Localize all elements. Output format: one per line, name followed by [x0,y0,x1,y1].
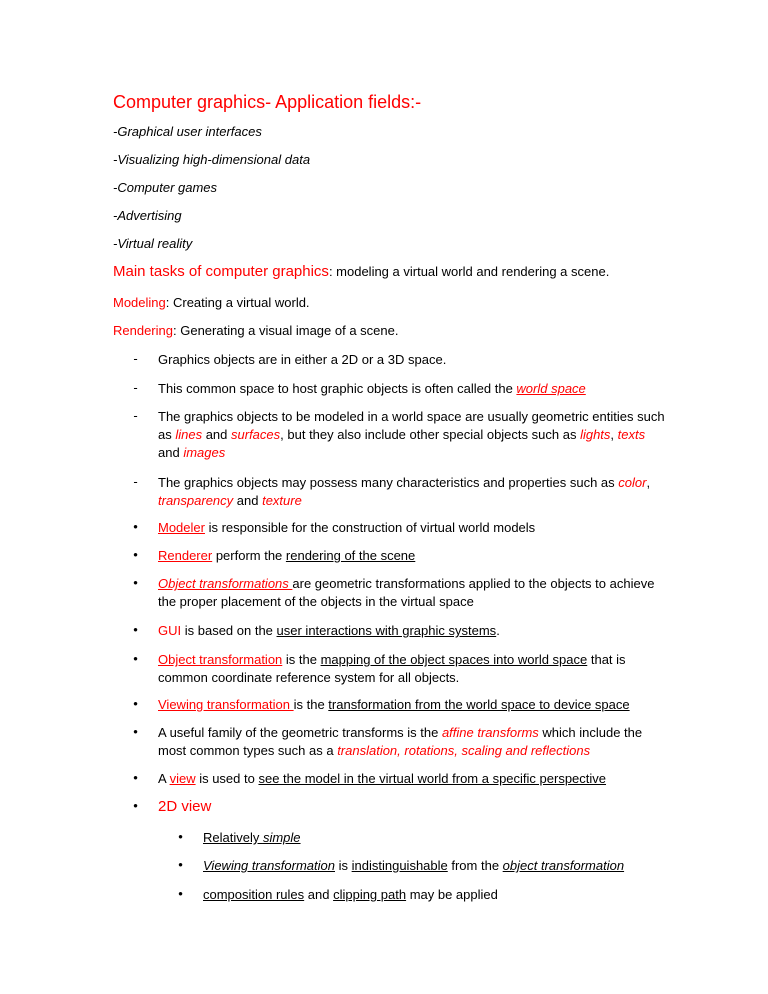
bullet-marker: • [133,798,138,813]
bullet-marker: • [133,622,138,637]
bullet-item-text: Object transformation is the mapping of the object spaces into world space that is common coordinate reference system for all objects. [158,652,626,685]
main-tasks-label: Main tasks of computer graphics [113,263,329,280]
dash-marker: - [133,474,138,489]
bullet-item-text: Object transformations are geometric transformations applied to the objects to achieve the proper placement of the objects in the virtual space [158,576,655,609]
bullet-item-text: Renderer perform the rendering of the scene [158,548,416,563]
bullet-marker: • [133,770,138,785]
bullet-marker: • [178,829,183,844]
bullet-marker: • [133,724,138,739]
dash-marker: - [133,351,138,366]
dash-item-text: The graphics objects may possess many characteristics and properties such as color, transparency and texture [158,475,651,508]
dash-marker: - [133,408,138,423]
sub-bullet-text: composition rules and clipping path may be applied [203,887,498,902]
bullet-item-text: Modeler is responsible for the construction of virtual world models [158,520,536,535]
bullet-marker: • [133,575,138,590]
rendering-text: : Generating a visual image of a scene. [173,323,399,338]
world-space-term: world space [516,381,586,396]
dash-item-text: Graphics objects are in either a 2D or a 3D space. [158,352,447,367]
bullet-marker: • [133,519,138,534]
modeling-label: Modeling [113,295,166,310]
bullet-item-text: A useful family of the geometric transforms is the affine transforms which include the most common types such as a translation, rotations, scaling and reflections [158,725,643,758]
dash-item-text: This common space to host graphic objects is often called the world space [158,381,586,396]
application-item: -Virtual reality [113,236,193,251]
bullet-item-text: A view is used to see the model in the virtual world from a specific perspective [158,771,607,786]
application-item: -Graphical user interfaces [113,124,262,139]
bullet-marker: • [133,547,138,562]
dash-marker: - [133,380,138,395]
modeling-line [113,295,310,310]
two-d-view-heading: 2D view [158,798,212,815]
sub-bullet-text: Viewing transformation is indistinguishable from the object transformation [203,858,625,873]
application-item: -Computer games [113,180,218,195]
bullet-marker: • [133,651,138,666]
rendering-label: Rendering [113,323,173,338]
dash-item-text: The graphics objects to be modeled in a world space are usually geometric entities such as lines and surfaces, but they also include other special objects such as lights, texts and images [158,409,665,460]
bullet-marker: • [178,857,183,872]
application-item: -Advertising [113,208,182,223]
bullet-marker: • [178,886,183,901]
sub-bullet-text: Relatively simple [203,830,301,845]
bullet-item-text: Viewing transformation is the transformation from the world space to device space [158,697,630,712]
application-item: -Visualizing high-dimensional data [113,152,311,167]
page-title: Computer graphics- Application fields:- [113,92,422,112]
main-tasks-line [113,263,609,280]
main-tasks-text: : modeling a virtual world and rendering a scene. [328,264,610,279]
rendering-line [113,323,398,338]
bullet-item-text: GUI is based on the user interactions with graphic systems. [158,623,500,638]
bullet-marker: • [133,696,138,711]
modeling-text: : Creating a virtual world. [165,295,310,310]
